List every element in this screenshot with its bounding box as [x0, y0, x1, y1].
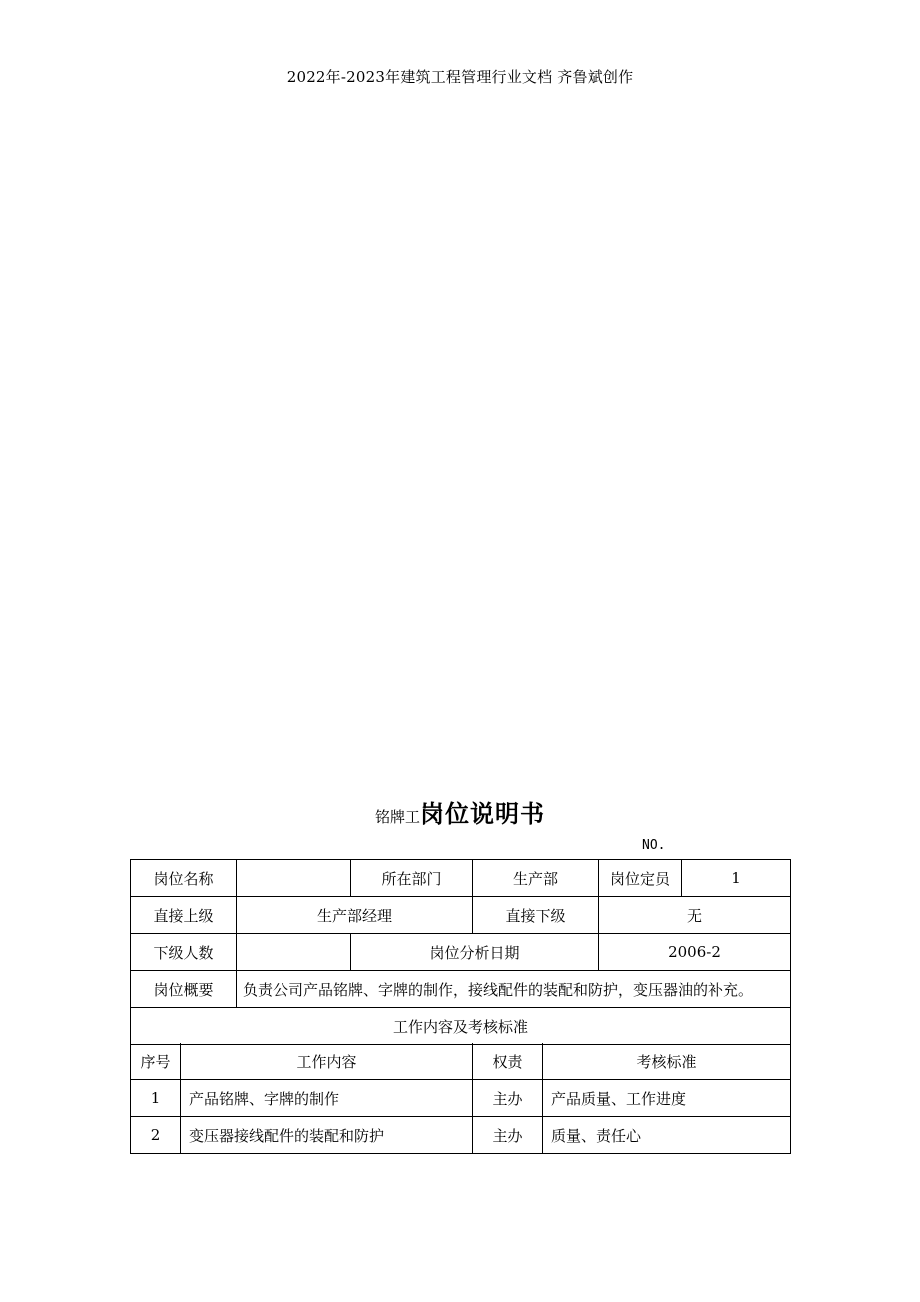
task-responsibility: 主办 — [473, 1080, 543, 1117]
table-header-row — [131, 1043, 791, 1080]
analysis-date-label: 岗位分析日期 — [351, 934, 599, 971]
title-main: 岗位说明书 — [420, 800, 545, 828]
document-number-label: NO. — [642, 838, 666, 853]
headcount-label: 岗位定员 — [599, 860, 682, 897]
table-row — [131, 860, 791, 897]
subordinate-count-value — [237, 934, 351, 971]
column-header-no: 序号 — [131, 1043, 181, 1080]
position-name-label: 岗位名称 — [131, 860, 237, 897]
task-table — [130, 1043, 791, 1154]
column-header-responsibility: 权责 — [473, 1043, 543, 1080]
analysis-date-value: 2006-2 — [599, 934, 791, 971]
page-header: 2022年-2023年建筑工程管理行业文档 齐鲁斌创作 — [286, 68, 634, 86]
document-title — [0, 794, 920, 829]
table-row — [131, 1080, 791, 1117]
title-prefix: 铭牌工 — [374, 808, 420, 826]
summary-label: 岗位概要 — [131, 971, 237, 1008]
table-row — [131, 897, 791, 934]
headcount-value: 1 — [682, 860, 791, 897]
department-value: 生产部 — [473, 860, 599, 897]
task-no: 1 — [131, 1080, 181, 1117]
table-row — [131, 934, 791, 971]
table-row — [131, 1117, 791, 1154]
subordinate-label: 直接下级 — [473, 897, 599, 934]
task-no: 2 — [131, 1117, 181, 1154]
subordinate-count-label: 下级人数 — [131, 934, 237, 971]
summary-value: 负责公司产品铭牌、字牌的制作，接线配件的装配和防护，变压器油的补充。 — [237, 971, 791, 1008]
task-content: 产品铭牌、字牌的制作 — [181, 1080, 473, 1117]
task-criteria: 质量、责任心 — [543, 1117, 791, 1154]
subordinate-value: 无 — [599, 897, 791, 934]
job-info-table — [130, 859, 791, 1045]
task-content: 变压器接线配件的装配和防护 — [181, 1117, 473, 1154]
section-title: 工作内容及考核标准 — [131, 1008, 791, 1045]
superior-label: 直接上级 — [131, 897, 237, 934]
superior-value: 生产部经理 — [237, 897, 473, 934]
department-label: 所在部门 — [351, 860, 473, 897]
position-name-value — [237, 860, 351, 897]
task-criteria: 产品质量、工作进度 — [543, 1080, 791, 1117]
table-row — [131, 971, 791, 1008]
task-responsibility: 主办 — [473, 1117, 543, 1154]
table-row — [131, 1008, 791, 1045]
column-header-criteria: 考核标准 — [543, 1043, 791, 1080]
column-header-content: 工作内容 — [181, 1043, 473, 1080]
